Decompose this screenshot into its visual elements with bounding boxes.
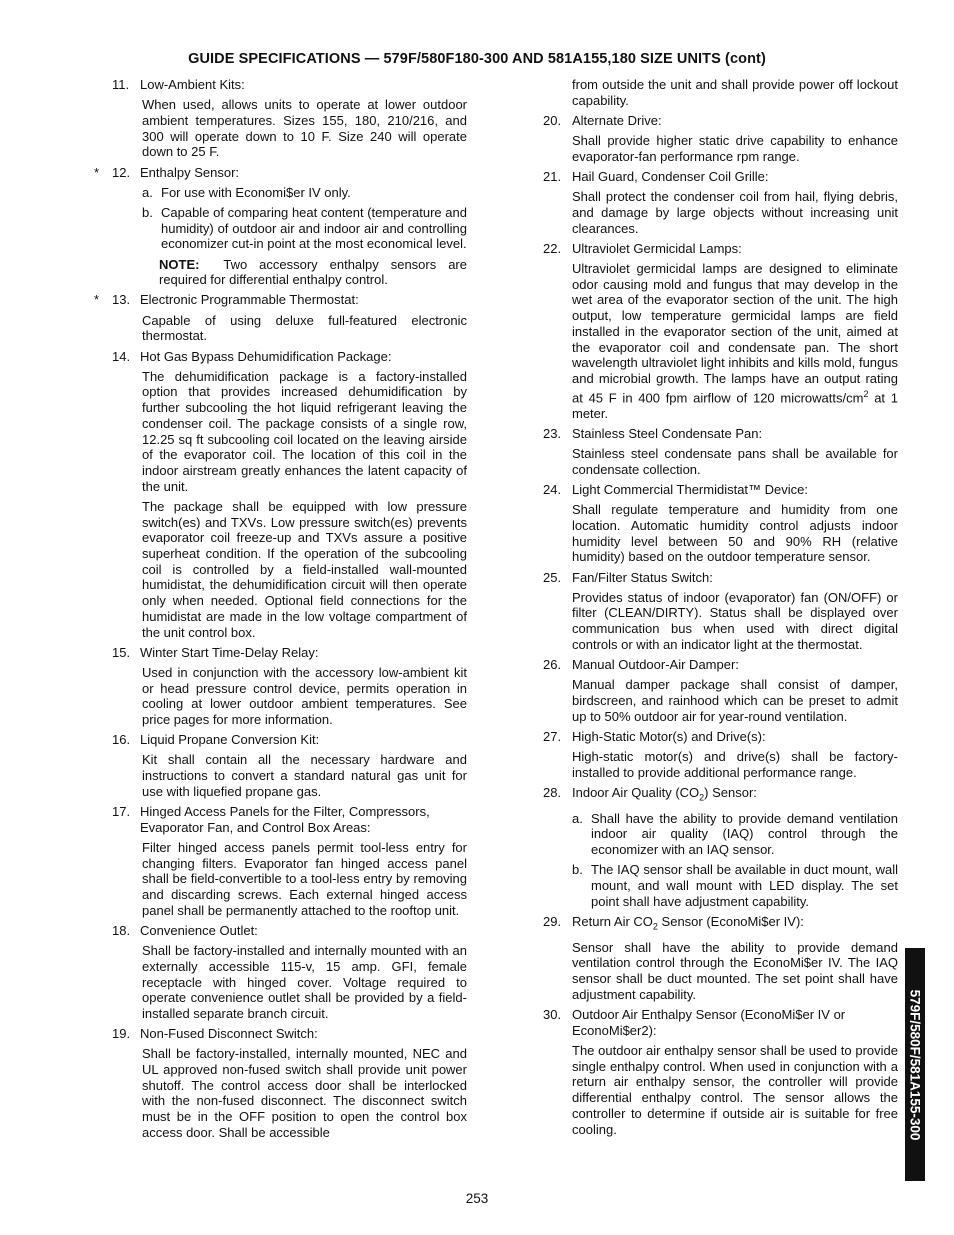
item-paragraph: Used in conjunction with the accessory low-ambient kit or head pressure control device, permits operation in cooling at lower outdoor ambient temperatures. See price pages for more information. [142, 664, 467, 728]
subscript: 2 [699, 792, 705, 803]
item-paragraph: Stainless steel condensate pans shall be available for condensate collection. [572, 446, 898, 477]
item-heading [91, 77, 467, 93]
spec-item-16 [91, 732, 467, 799]
item-title: Non-Fused Disconnect Switch: [140, 1026, 318, 1042]
item-title-end: ) Sensor: [704, 784, 757, 800]
page-number: 253 [465, 1191, 489, 1206]
item-heading [541, 785, 898, 806]
spec-item-20 [541, 113, 898, 165]
item-heading [541, 1007, 898, 1038]
item-heading [541, 426, 898, 442]
item-number: 17. [112, 804, 131, 820]
item-title: Hail Guard, Condenser Coil Grille: [572, 169, 769, 185]
item-heading [541, 729, 898, 745]
item-title: Indoor Air Quality (CO [572, 784, 700, 800]
item-heading [541, 169, 898, 185]
item-paragraph: Shall be factory-installed, internally mounted, NEC and UL approved non-fused switch shall provide unit power shutoff. The control access door shall be interlocked with the non-fused disconnect. The disconnect switch must be in the OFF position to open the control box access door. Shall be accessible [142, 1046, 467, 1140]
item-title: Low-Ambient Kits: [140, 77, 245, 92]
item-number: 30. [543, 1007, 562, 1023]
note [159, 257, 467, 288]
item-title: Outdoor Air Enthalpy Sensor (EconoMi$er IV or EconoMi$er2): [572, 1007, 846, 1038]
item-number: 28. [543, 784, 562, 800]
spec-item-17 [91, 804, 467, 918]
spec-item-27 [541, 729, 898, 781]
side-tab-label: 579F/580F/581A155-300 [907, 989, 923, 1140]
item-paragraph: Kit shall contain all the necessary hardware and instructions to convert a standard natural gas unit for use with liquefied propane gas. [142, 752, 467, 799]
item-title: Return Air CO [572, 913, 653, 929]
item-heading [541, 482, 898, 498]
continued-paragraph: from outside the unit and shall provide power off lockout capability. [572, 77, 898, 108]
item-paragraph [572, 261, 898, 421]
item-title: Liquid Propane Conversion Kit: [140, 732, 320, 748]
left-column [91, 77, 467, 1145]
subscript: 2 [652, 921, 658, 932]
item-paragraph: Shall regulate temperature and humidity from one location. Automatic humidity control adjusts indoor humidity level between 50 and 90% RH (relative humidity) based on the outdoor temperature sensor. [572, 502, 898, 565]
item-number: 14. [112, 348, 131, 364]
item-heading [91, 165, 467, 181]
item-heading [91, 804, 467, 835]
item-number: 19. [112, 1026, 131, 1042]
item-heading [541, 241, 898, 257]
revision-marker: * [94, 164, 100, 180]
sub-text: Capable of comparing heat content (temperature and humidity) of outdoor air and indoor air and controlling economizer cut-in point at the most economical level. [161, 204, 467, 252]
spec-item-19 [91, 1026, 467, 1140]
sub-letter: a. [572, 810, 583, 826]
spec-item-25 [541, 570, 898, 653]
item-number: 11. [112, 77, 130, 92]
item-paragraph: Manual damper package shall consist of damper, birdscreen, and rainhood which can be preset to admit up to 50% outdoor air for year-round ventilation. [572, 677, 898, 724]
sub-item-a [541, 811, 898, 858]
right-column [541, 77, 898, 1142]
spec-item-24 [541, 482, 898, 565]
spec-item-22 [541, 241, 898, 422]
item-heading [541, 657, 898, 673]
item-paragraph: High-static motor(s) and drive(s) shall be factory-installed to provide additional performance range. [572, 749, 898, 780]
sub-text: The IAQ sensor shall be available in duct mount, wall mount, and wall mount with LED display. The set point shall have adjustment capability. [591, 862, 898, 909]
side-tab [905, 948, 925, 1181]
paragraph-text: Ultraviolet germicidal lamps are designed to eliminate odor causing mold and fungus that may develop in the wet area of the evaporator section of the unit. The high output, low temperature germicidal lamps are field installed in the evaporator section of the unit, aimed at the evaporator coil and condensate pan. The short wavelength ultraviolet light inhibits and kills mold, fungus and microbial growth. The lamps have an output rating at 45 F in 400 fpm airflow of 120 microwatts/cm [572, 261, 898, 405]
spec-item-26 [541, 657, 898, 724]
sub-letter: a. [142, 184, 153, 200]
item-number: 21. [543, 169, 562, 185]
spec-item-28 [541, 785, 898, 910]
item-title: Light Commercial Thermidistat™ Device: [572, 482, 808, 497]
item-title: Winter Start Time-Delay Relay: [140, 644, 319, 660]
sub-text: For use with Economi$er IV only. [161, 184, 351, 200]
superscript: 2 [863, 388, 869, 399]
item-heading [91, 732, 467, 748]
item-paragraph: Filter hinged access panels permit tool-less entry for changing filters. Evaporator fan hinged access panel shall be field-convertible to a tool-less entry by removing and discarding screws. Each external hinged access panel shall be permanently attached to the rooftop unit. [142, 839, 467, 918]
spec-item-11 [91, 77, 467, 160]
sub-letter: b. [142, 204, 153, 220]
spec-item-23 [541, 426, 898, 478]
spec-item-15 [91, 645, 467, 728]
item-heading [91, 923, 467, 939]
item-paragraph: Sensor shall have the ability to provide demand ventilation control through the EconoMi$er IV. The IAQ sensor shall be duct mounted. The set point shall have adjustment capability. [572, 939, 898, 1002]
sub-text: Shall have the ability to provide demand ventilation indoor air quality (IAQ) control through the economizer with an IAQ sensor. [591, 810, 898, 858]
spec-item-29 [541, 914, 898, 1003]
item-paragraph: The dehumidification package is a factory-installed option that provides increased dehumidification by further subcooling the hot liquid refrigerant leaving the condenser coil. The package consists of a single row, 12.25 sq ft subcooling coil located on the leaving airside of the evaporator coil. The location of this coil in the indoor airstream greatly enhances the latent capacity of the unit. [142, 368, 467, 494]
item-title: Stainless Steel Condensate Pan: [572, 425, 763, 441]
revision-marker: * [94, 292, 100, 308]
item-title: High-Static Motor(s) and Drive(s): [572, 728, 766, 744]
item-paragraph: The outdoor air enthalpy sensor shall be used to provide single enthalpy control. When used in conjunction with a return air enthalpy sensor, the controller will provide differential enthalpy control. The sensor allows the controller to determine if outside air is suitable for free cooling. [572, 1042, 898, 1137]
item-heading [91, 645, 467, 661]
spec-item-12 [91, 165, 467, 288]
spec-item-14 [91, 349, 467, 641]
item-paragraph: The package shall be equipped with low pressure switch(es) and TXVs. Low pressure switch(es) prevents evaporator coil freeze-up and TXVs assure a positive superheat condition. If the operation of the subcooling coil is controlled by a field-installed wall-mounted humidistat, the dehumidification circuit will then operate only when needed. Optional field connections for the humidistat are made in the low voltage compartment of the unit control box. [142, 498, 467, 640]
spec-item-13 [91, 292, 467, 344]
paragraph-text-end: at 1 meter. [572, 389, 899, 421]
note-label: NOTE: [159, 256, 200, 272]
item-number: 25. [543, 569, 562, 585]
spec-item-18 [91, 923, 467, 1022]
sub-item-b [541, 862, 898, 909]
item-number: 12. [112, 164, 131, 180]
item-heading [541, 914, 898, 935]
item-title: Hinged Access Panels for the Filter, Compressors, Evaporator Fan, and Control Box Areas: [140, 804, 430, 835]
item-heading [541, 113, 898, 129]
item-number: 16. [112, 732, 131, 748]
item-number: 29. [543, 913, 562, 929]
note-text: Two accessory enthalpy sensors are required for differential enthalpy control. [159, 256, 467, 288]
item-title-end: Sensor (EconoMi$er IV): [657, 913, 804, 929]
item-paragraph: Shall protect the condenser coil from hail, flying debris, and damage by large objects without increasing unit clearances. [572, 189, 898, 236]
item-number: 24. [543, 482, 562, 497]
item-number: 23. [543, 425, 562, 441]
item-title: Enthalpy Sensor: [140, 164, 240, 180]
item-number: 22. [543, 240, 562, 256]
item-number: 26. [543, 657, 562, 673]
item-paragraph: Provides status of indoor (evaporator) fan (ON/OFF) or filter (CLEAN/DIRTY). Status shall be displayed over communication bus when used with direct digital controls or with an indicator light at the thermostat. [572, 589, 898, 652]
item-heading [541, 570, 898, 586]
sub-letter: b. [572, 862, 583, 878]
item-heading [91, 292, 467, 308]
item-number: 27. [543, 728, 562, 744]
sub-item-b [91, 205, 467, 252]
sub-item-a [91, 185, 467, 201]
item-paragraph: Shall be factory-installed and internally mounted with an externally accessible 115-v, 15 amp. GFI, female receptacle with hinged cover. Voltage required to operate convenience outlet shall be provided by a field-installed separate branch circuit. [142, 943, 467, 1021]
item-heading [91, 1026, 467, 1042]
item-paragraph: When used, allows units to operate at lower outdoor ambient temperatures. Sizes 155, 180, 210/216, and 300 will operate down to 10 F. Size 240 will operate down to 25 F. [142, 97, 467, 160]
item-heading [91, 349, 467, 365]
spec-item-30 [541, 1007, 898, 1137]
item-title: Electronic Programmable Thermostat: [140, 292, 359, 308]
item-title: Alternate Drive: [572, 112, 662, 128]
item-number: 13. [112, 292, 131, 308]
page-title: GUIDE SPECIFICATIONS — 579F/580F180-300 AND 581A155,180 SIZE UNITS (cont) [188, 51, 766, 67]
item-number: 15. [112, 644, 131, 660]
item-paragraph: Shall provide higher static drive capability to enhance evaporator-fan performance rpm range. [572, 133, 898, 164]
item-number: 20. [543, 112, 562, 128]
item-title: Fan/Filter Status Switch: [572, 569, 713, 585]
item-paragraph: Capable of using deluxe full-featured electronic thermostat. [142, 312, 467, 344]
item-title: Manual Outdoor-Air Damper: [572, 657, 739, 673]
item-title: Convenience Outlet: [140, 922, 258, 938]
item-title: Ultraviolet Germicidal Lamps: [572, 240, 742, 256]
spec-item-21 [541, 169, 898, 236]
item-number: 18. [112, 922, 131, 938]
item-title: Hot Gas Bypass Dehumidification Package: [140, 348, 392, 364]
